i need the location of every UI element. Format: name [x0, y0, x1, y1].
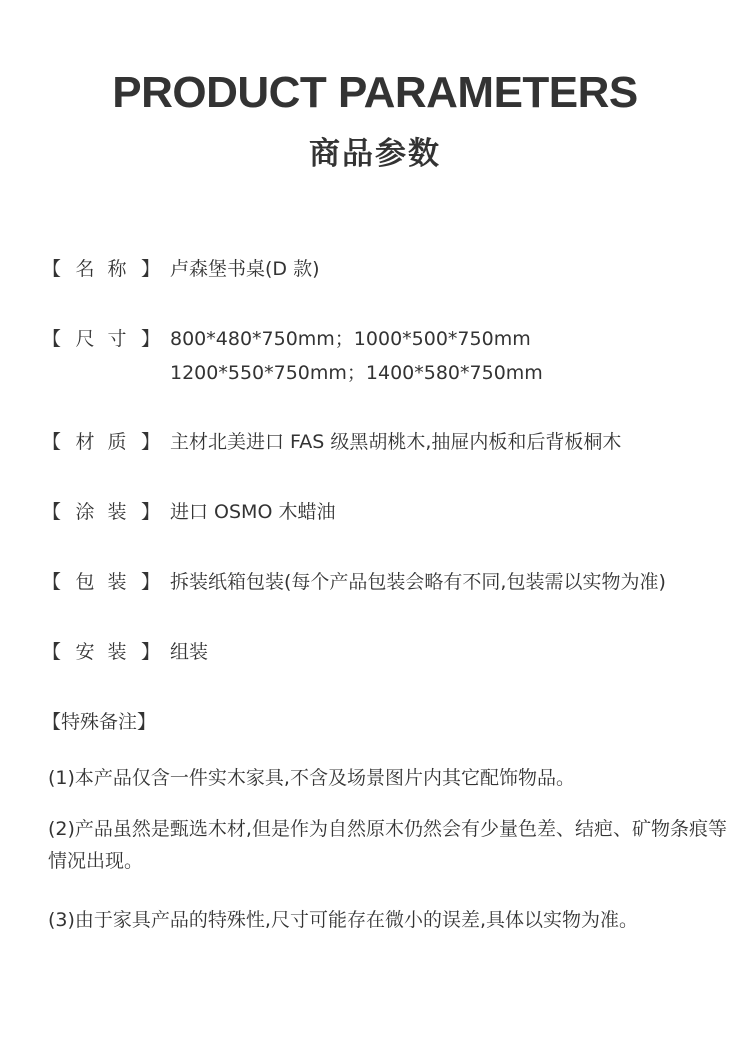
- param-label: [42, 565, 160, 599]
- label-char: 尺: [75, 328, 95, 350]
- param-value-line: 卢森堡书桌(D 款): [170, 258, 320, 280]
- param-value-line: 800*480*750mm；1000*500*750mm: [170, 328, 531, 350]
- label-char: 装: [107, 571, 127, 593]
- bracket-open: 【: [42, 328, 62, 350]
- note-item: (3)由于家具产品的特殊性,尺寸可能存在微小的误差,具体以实物为准。: [48, 909, 638, 931]
- label-char: 材: [75, 431, 95, 453]
- notes-heading: 【特殊备注】: [42, 711, 157, 733]
- param-value-line: 进口 OSMO 木蜡油: [170, 501, 336, 523]
- label-char: 装: [107, 501, 127, 523]
- bracket-close: 】: [140, 571, 160, 593]
- note-item: (1)本产品仅含一件实木家具,不含及场景图片内其它配饰物品。: [48, 767, 575, 789]
- label-char: 质: [107, 431, 127, 453]
- param-value-line: 主材北美进口 FAS 级黑胡桃木,抽屉内板和后背板桐木: [170, 431, 622, 453]
- bracket-close: 】: [140, 641, 160, 663]
- note-item: (2)产品虽然是甄选木材,但是作为自然原木仍然会有少量色差、结疤、矿物条痕等情况出现。: [48, 818, 727, 872]
- bracket-open: 【: [42, 501, 62, 523]
- param-value: [170, 252, 750, 286]
- page-title-cn: 商品参数: [309, 136, 441, 172]
- label-char: 涂: [75, 501, 95, 523]
- label-char: 寸: [107, 328, 127, 350]
- bracket-close: 】: [140, 328, 160, 350]
- label-char: 安: [75, 641, 95, 663]
- param-label: [42, 425, 160, 459]
- param-value: [170, 495, 750, 529]
- param-label: [42, 322, 160, 356]
- label-char: 包: [75, 571, 95, 593]
- param-label: [42, 635, 160, 669]
- param-value-line: 拆装纸箱包装(每个产品包装会略有不同,包装需以实物为准): [170, 571, 666, 593]
- label-char: 称: [107, 258, 127, 280]
- param-value: [170, 635, 750, 669]
- param-label: [42, 252, 160, 286]
- bracket-open: 【: [42, 571, 62, 593]
- bracket-open: 【: [42, 641, 62, 663]
- param-value-line: 组装: [170, 641, 209, 663]
- param-value: [170, 322, 750, 390]
- label-char: 名: [75, 258, 95, 280]
- bracket-close: 】: [140, 431, 160, 453]
- label-char: 装: [107, 641, 127, 663]
- param-label: [42, 495, 160, 529]
- param-value: [170, 565, 750, 599]
- param-value-line: 1200*550*750mm；1400*580*750mm: [170, 362, 543, 384]
- param-value: [170, 425, 750, 459]
- page-title-en: PRODUCT PARAMETERS: [112, 68, 638, 117]
- bracket-open: 【: [42, 431, 62, 453]
- bracket-open: 【: [42, 258, 62, 280]
- bracket-close: 】: [140, 501, 160, 523]
- bracket-close: 】: [140, 258, 160, 280]
